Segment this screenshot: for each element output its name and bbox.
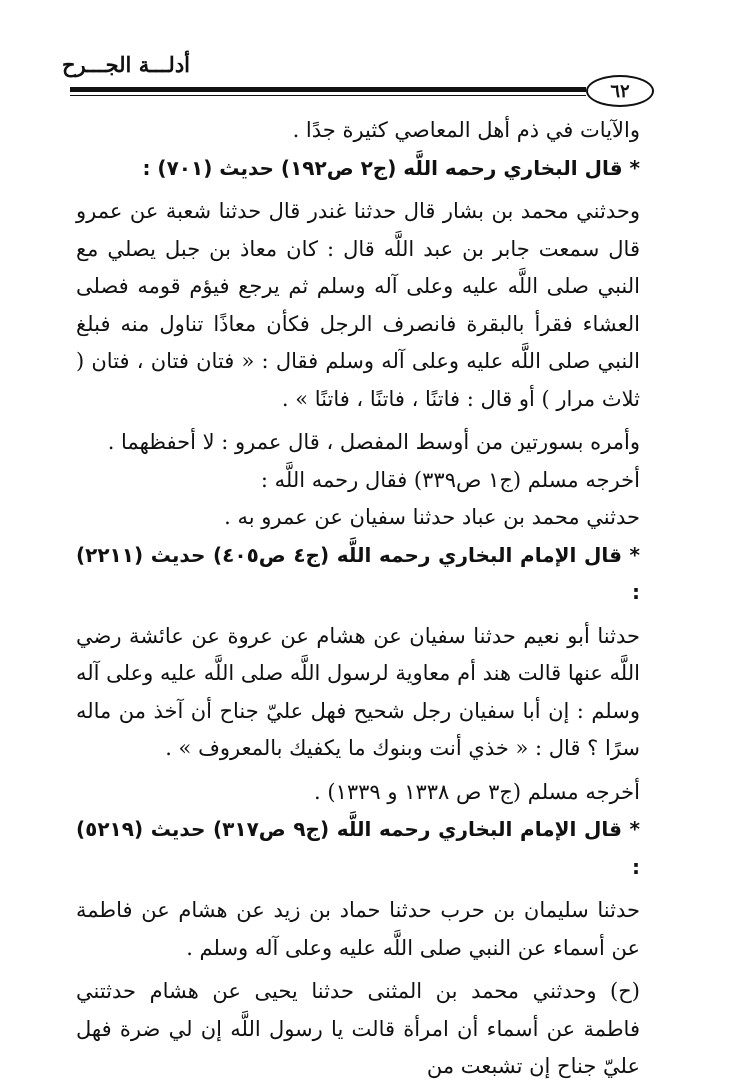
body-paragraph: وأمره بسورتين من أوسط المفصل ، قال عمرو : لا أحفظهما .: [107, 430, 640, 454]
body-paragraph: والآيات في ذم أهل المعاصي كثيرة جدًا .: [292, 118, 640, 142]
body-paragraph: وحدثني محمد بن بشار قال حدثنا غندر قال حدثنا شعبة عن عمرو قال سمعت جابر بن عبد اللَّه قال : كان معاذ بن جبل يصلي مع النبي صلى اللَّه عليه وعلى آله وسلم ثم يرجع فيؤم قومه فصلى العشاء فقرأ بالبقرة فانصرف الرجل فكأن معاذًا تناول منه فبلغ النبي صلى اللَّه عليه وعلى آله وسلم فقال : « فتان فتان ، فتان ( ثلاث مرار ) أو قال : فاتنًا ، فاتنًا ، فاتنًا » .: [76, 199, 640, 411]
body-paragraph: (ح) وحدثني محمد بن المثنى حدثنا يحيى عن هشام حدثتني فاطمة عن أسماء أن امرأة قالت يا رسول اللَّه إن لي ضرة فهل عليّ جناح إن تشبعت من: [76, 979, 640, 1078]
header-rule: [70, 87, 586, 92]
header-rule-thin: [70, 95, 586, 96]
body-paragraph: حدثنا سليمان بن حرب حدثنا حماد بن زيد عن هشام عن فاطمة عن أسماء عن النبي صلى اللَّه عليه وعلى آله وسلم .: [76, 898, 640, 960]
section-heading: * قال الإمام البخاري رحمه اللَّه (ج٤ ص٤٠٥) حديث (٢٢١١) :: [76, 542, 641, 604]
body-paragraph: أخرجه مسلم (ج١ ص٣٣٩) فقال رحمه اللَّه :: [260, 467, 640, 492]
section-heading: * قال الإمام البخاري رحمه اللَّه (ج٩ ص٣١٧) حديث (٥٢١٩) :: [76, 817, 641, 879]
section-heading: * قال البخاري رحمه اللَّه (ج٢ ص١٩٢) حديث (٧٠١) :: [142, 155, 640, 180]
page-number: ٦٢: [586, 75, 654, 107]
body-paragraph: حدثني محمد بن عباد حدثنا سفيان عن عمرو به .: [224, 505, 640, 529]
page-body: [76, 112, 640, 1086]
body-paragraph: أخرجه مسلم (ج٣ ص ١٣٣٨ و ١٣٣٩) .: [314, 779, 640, 804]
body-paragraph: حدثنا أبو نعيم حدثنا سفيان عن هشام عن عروة عن عائشة رضي اللَّه عنها قالت هند أم معاوية لرسول اللَّه صلى اللَّه عليه وعلى آله وسلم : إن أبا سفيان رجل شحيح فهل عليّ جناح أن آخذ من ماله سرًا ؟ قال : « خذي أنت وبنوك ما يكفيك بالمعروف » .: [76, 623, 640, 760]
running-header-title: أدلـــة الجـــرح: [62, 52, 190, 77]
